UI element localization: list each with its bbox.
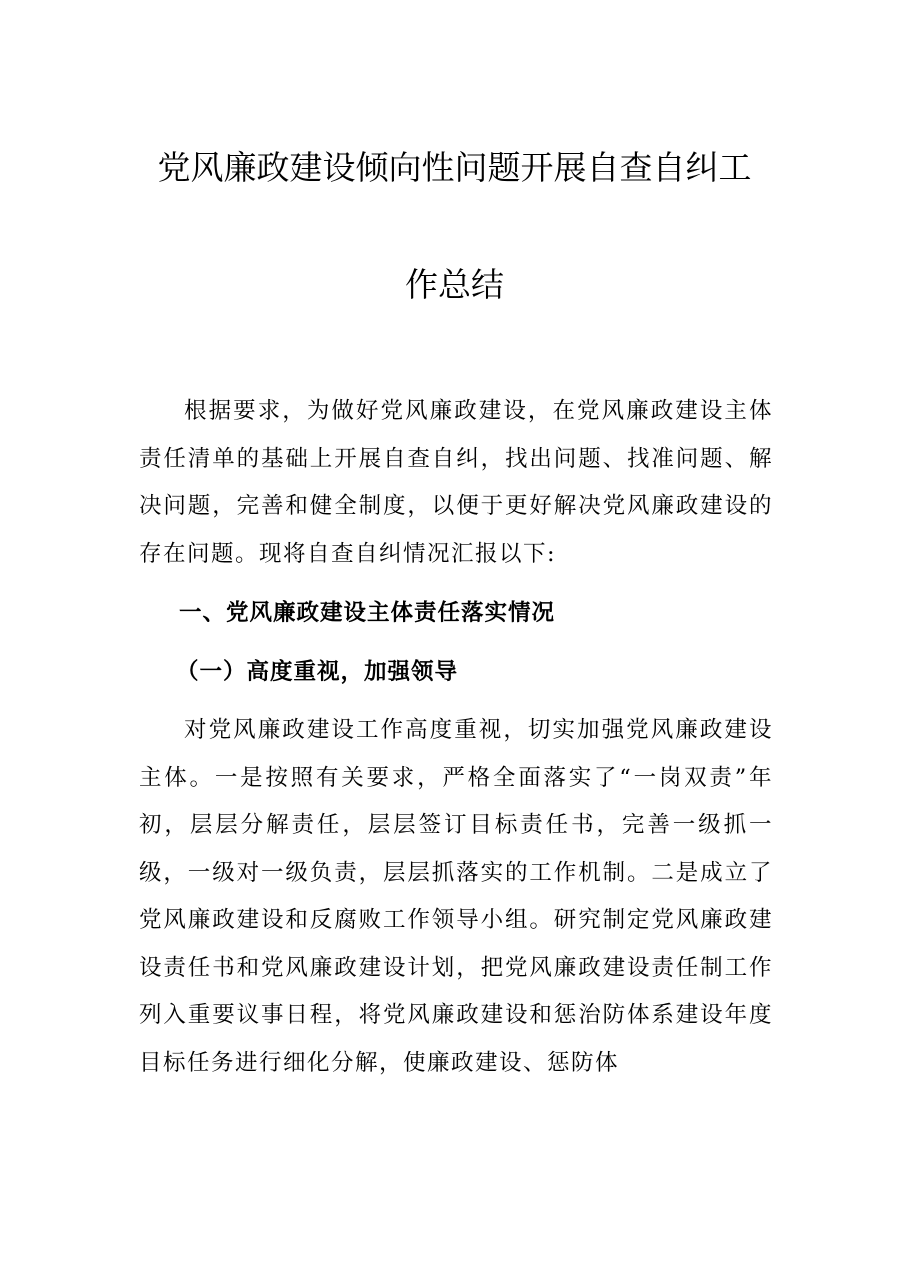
body-paragraph: 对党风廉政建设工作高度重视，切实加强党风廉政建设主体。一是按照有关要求，严格全面落实了“一岗双责”年初，层层分解责任，层层签订目标责任书，完善一级抓一级，一级对一级负责，层层抓落实的工作机制。二是成立了党风廉政建设和反腐败工作领导小组。研究制定党风廉政建设责任书和党风廉政建设计划，把党风廉政建设责任制工作列入重要议事日程，将党风廉政建设和惩治防体系建设年度目标任务进行细化分解，使廉政建设、惩防体 (139, 717, 773, 1076)
document-title-line-1: 党风廉政建设倾向性问题开展自查自纠工 (157, 148, 752, 187)
section-heading: 一、党风廉政建设主体责任落实情况 (179, 600, 556, 626)
document-title-line-2: 作总结 (405, 265, 504, 304)
subsection-heading: （一）高度重视，加强领导 (176, 659, 459, 685)
intro-paragraph: 根据要求，为做好党风廉政建设，在党风廉政建设主体责任清单的基础上开展自查自纠，找出问题、找准问题、解决问题，完善和健全制度，以便于更好解决党风廉政建设的存在问题。现将自查自纠情况汇报以下: (139, 398, 773, 567)
